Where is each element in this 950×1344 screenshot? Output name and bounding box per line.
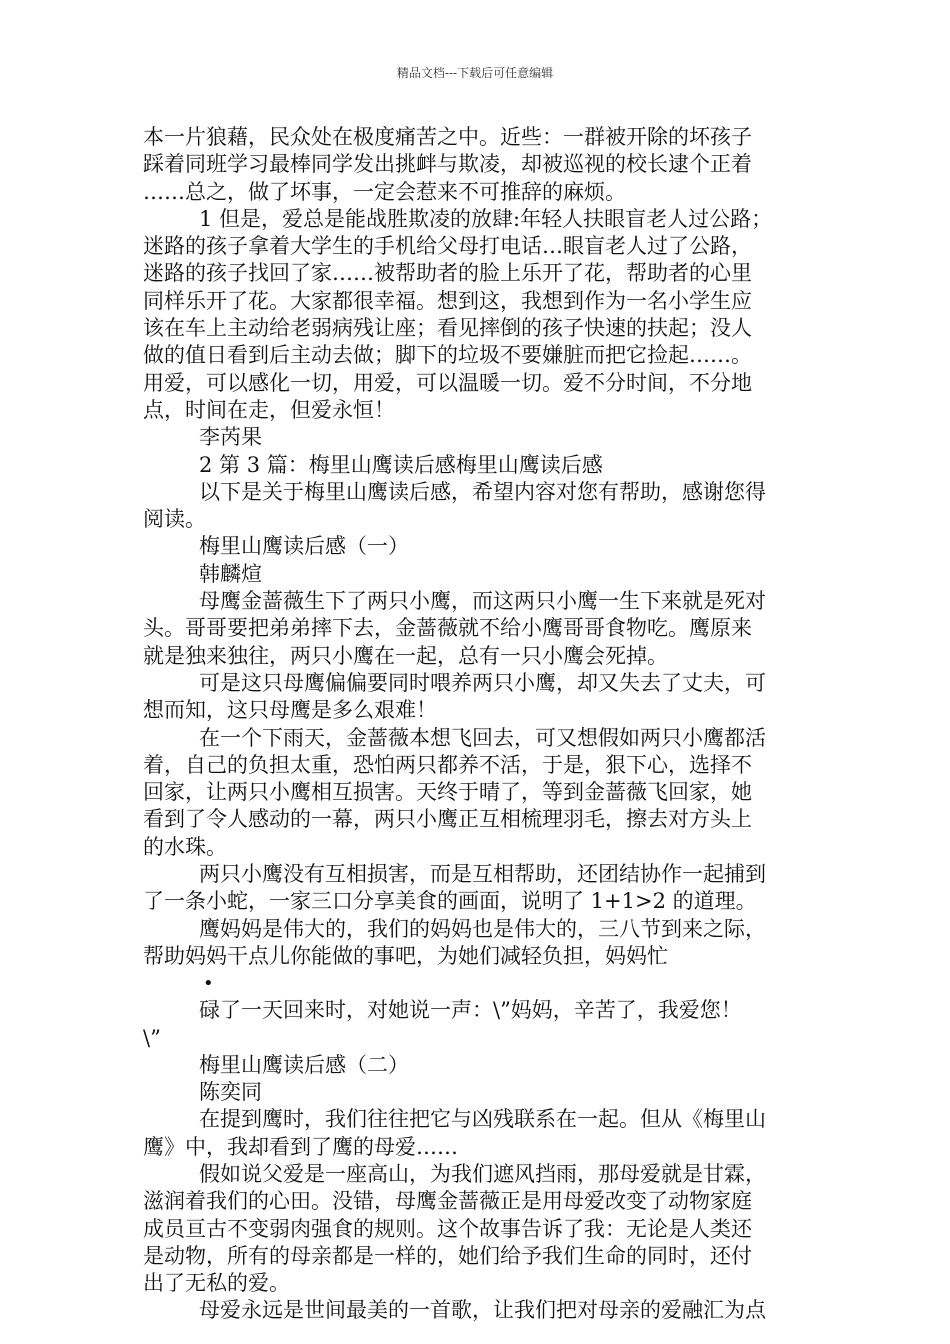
body-line: 在一个下雨天，金蔷薇本想飞回去，可又想假如两只小鹰都活 [199, 725, 766, 750]
body-line: 阅读。 [143, 507, 206, 532]
body-line: 迷路的孩子找回了家……被帮助者的脸上乐开了花，帮助者的心里 [143, 261, 752, 286]
body-line: 点，时间在走，但爱永恒！ [143, 397, 395, 422]
section-heading: 梅里山鹰读后感（一） [199, 534, 409, 559]
body-line: 头。哥哥要把弟弟摔下去，金蔷薇就不给小鹰哥哥食物吃。鹰原来 [143, 616, 752, 641]
section-heading: 2 第 3 篇：梅里山鹰读后感梅里山鹰读后感 [199, 452, 603, 477]
body-line: 了一条小蛇，一家三口分享美食的画面，说明了 1+1>2 的道理。 [143, 889, 757, 914]
author-name: 李芮果 [199, 425, 262, 450]
body-line: 鹰》中，我却看到了鹰的母爱…… [143, 1134, 458, 1159]
body-line: 是动物，所有的母亲都是一样的，她们给予我们生命的同时，还付 [143, 1243, 752, 1268]
body-line: \” [143, 1025, 161, 1050]
body-line: 母鹰金蔷薇生下了两只小鹰，而这两只小鹰一生下来就是死对 [199, 589, 766, 614]
author-name: 陈奕同 [199, 1080, 262, 1105]
page-header: 精品文档---下载后可任意编辑 [396, 66, 554, 80]
body-line: 碌了一天回来时，对她说一声：\”妈妈，辛苦了，我爱您！ [199, 998, 742, 1023]
document-body [143, 124, 811, 1325]
bullet-mark: • [203, 973, 214, 995]
body-line: 回家，让两只小鹰相互损害。天终于晴了，等到金蔷薇飞回家，她 [143, 780, 752, 805]
body-line: 可是这只母鹰偏偏要同时喂养两只小鹰，却又失去了丈夫，可 [199, 670, 766, 695]
author-name: 韩麟煊 [199, 561, 262, 586]
body-line: 踩着同班学习最棒同学发出挑衅与欺凌，却被巡视的校长逮个正着 [143, 152, 752, 177]
body-line: 就是独来独往，两只小鹰在一起，总有一只小鹰会死掉。 [143, 643, 668, 668]
body-line: 以下是关于梅里山鹰读后感，希望内容对您有帮助，感谢您得 [199, 479, 766, 504]
body-line: 母爱永远是世间最美的一首歌，让我们把对母亲的爱融汇为点 [199, 1298, 766, 1323]
body-line: 成员亘古不变弱肉强食的规则。这个故事告诉了我：无论是人类还 [143, 1216, 752, 1241]
body-line: 出了无私的爱。 [143, 1271, 290, 1296]
body-line: 鹰妈妈是伟大的，我们的妈妈也是伟大的，三八节到来之际， [199, 916, 766, 941]
body-line: 该在车上主动给老弱病残让座；看见摔倒的孩子快速的扶起；没人 [143, 316, 752, 341]
body-line: 同样乐开了花。大家都很幸福。想到这，我想到作为一名小学生应 [143, 288, 752, 313]
body-line: 的水珠。 [143, 834, 227, 859]
body-line: 着，自己的负担太重，恐怕两只都养不活，于是，狠下心，选择不 [143, 752, 752, 777]
body-line: 用爱，可以感化一切，用爱，可以温暖一切。爱不分时间，不分地 [143, 370, 752, 395]
body-line: 看到了令人感动的一幕，两只小鹰正互相梳理羽毛，擦去对方头上 [143, 807, 752, 832]
body-line: 想而知，这只母鹰是多么艰难！ [143, 698, 437, 723]
section-heading: 梅里山鹰读后感（二） [199, 1052, 409, 1077]
body-line: 做的值日看到后主动去做；脚下的垃圾不要嫌脏而把它捡起……。 [143, 343, 752, 368]
body-line: 在提到鹰时，我们往往把它与凶残联系在一起。但从《梅里山 [199, 1107, 766, 1132]
body-line: 假如说父爱是一座高山，为我们遮风挡雨，那母爱就是甘霖， [199, 1161, 766, 1186]
body-line: 迷路的孩子拿着大学生的手机给父母打电话…眼盲老人过了公路， [143, 234, 752, 259]
body-line: 1 但是，爱总是能战胜欺凌的放肆:年轻人扶眼盲老人过公路； [199, 206, 773, 231]
body-line: 滋润着我们的心田。没错，母鹰金蔷薇正是用母爱改变了动物家庭 [143, 1189, 752, 1214]
body-line: ……总之，做了坏事，一定会惹来不可推辞的麻烦。 [143, 179, 626, 204]
body-line: 帮助妈妈干点儿你能做的事吧，为她们减轻负担，妈妈忙 [143, 943, 668, 968]
body-line: 本一片狼藉，民众处在极度痛苦之中。近些：一群被开除的坏孩子 [143, 125, 752, 149]
body-line: 两只小鹰没有互相损害，而是互相帮助，还团结协作一起捕到 [199, 862, 766, 887]
